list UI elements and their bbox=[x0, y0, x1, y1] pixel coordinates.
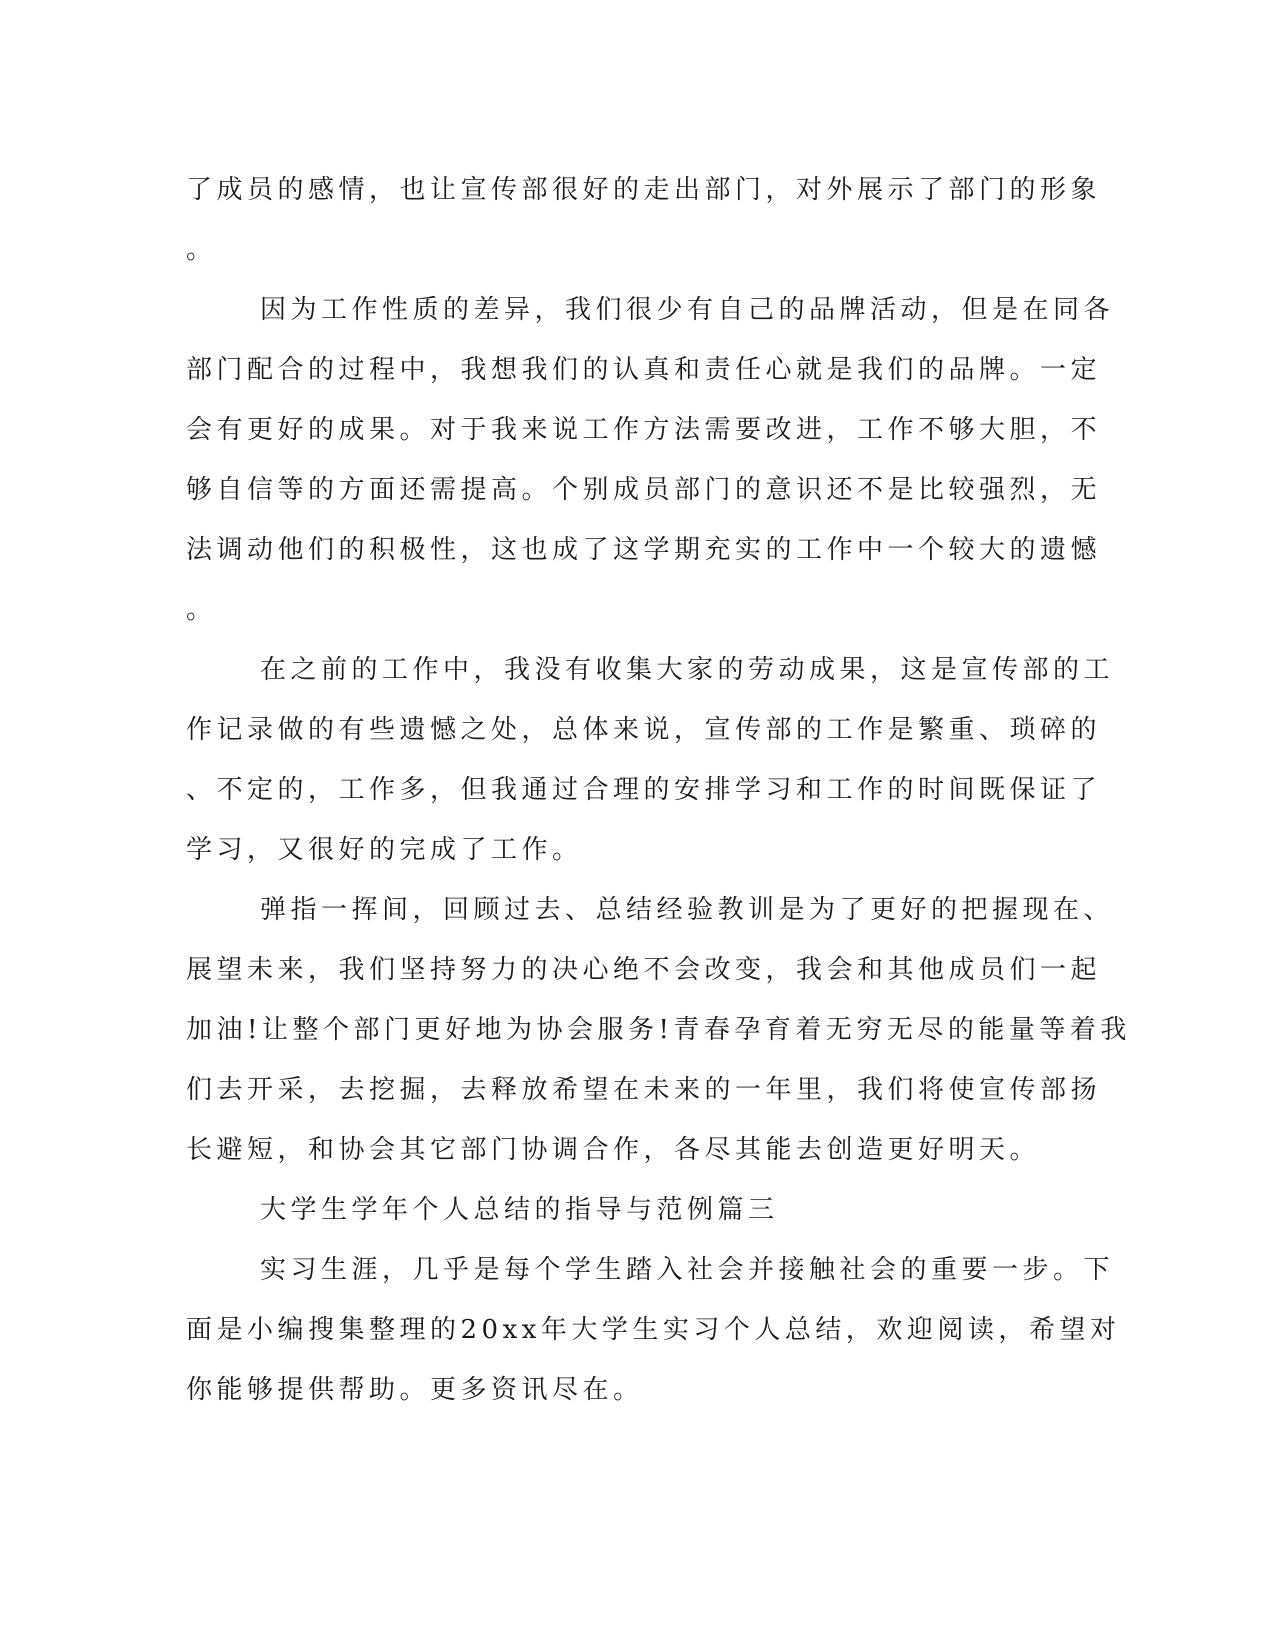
text-line: 。 bbox=[186, 595, 217, 625]
text-line: 们去开采，去挖掘，去释放希望在未来的一年里，我们将使宣传部扬 bbox=[186, 1075, 1102, 1105]
text-line: 。 bbox=[186, 235, 217, 265]
text-line: 学习，又很好的完成了工作。 bbox=[186, 835, 583, 865]
text-line: 在之前的工作中，我没有收集大家的劳动成果，这是宣传部的工 bbox=[260, 655, 1115, 685]
body-text bbox=[186, 160, 1131, 1420]
text-line: 大学生学年个人总结的指导与范例篇三 bbox=[260, 1195, 779, 1225]
text-line: 部门配合的过程中，我想我们的认真和责任心就是我们的品牌。一定 bbox=[186, 355, 1102, 385]
text-line: 加油!让整个部门更好地为协会服务!青春孕育着无穷无尽的能量等着我 bbox=[186, 1015, 1131, 1045]
text-line: 面是小编搜集整理的20xx年大学生实习个人总结，欢迎阅读，希望对 bbox=[186, 1315, 1121, 1345]
text-line: 会有更好的成果。对于我来说工作方法需要改进，工作不够大胆，不 bbox=[186, 415, 1102, 445]
text-line: 你能够提供帮助。更多资讯尽在。 bbox=[186, 1375, 644, 1405]
text-line: 法调动他们的积极性，这也成了这学期充实的工作中一个较大的遗憾 bbox=[186, 535, 1102, 565]
text-line: 因为工作性质的差异，我们很少有自己的品牌活动，但是在同各 bbox=[260, 295, 1115, 325]
text-line: 展望未来，我们坚持努力的决心绝不会改变，我会和其他成员们一起 bbox=[186, 955, 1102, 985]
text-line: 、不定的，工作多，但我通过合理的安排学习和工作的时间既保证了 bbox=[186, 775, 1102, 805]
text-line: 够自信等的方面还需提高。个别成员部门的意识还不是比较强烈，无 bbox=[186, 475, 1102, 505]
text-line: 了成员的感情，也让宣传部很好的走出部门，对外展示了部门的形象 bbox=[186, 175, 1102, 205]
text-line: 作记录做的有些遗憾之处，总体来说，宣传部的工作是繁重、琐碎的 bbox=[186, 715, 1102, 745]
text-line: 弹指一挥间，回顾过去、总结经验教训是为了更好的把握现在、 bbox=[260, 895, 1115, 925]
text-line: 实习生涯，几乎是每个学生踏入社会并接触社会的重要一步。下 bbox=[260, 1255, 1115, 1285]
text-line: 长避短，和协会其它部门协调合作，各尽其能去创造更好明天。 bbox=[186, 1135, 1041, 1165]
